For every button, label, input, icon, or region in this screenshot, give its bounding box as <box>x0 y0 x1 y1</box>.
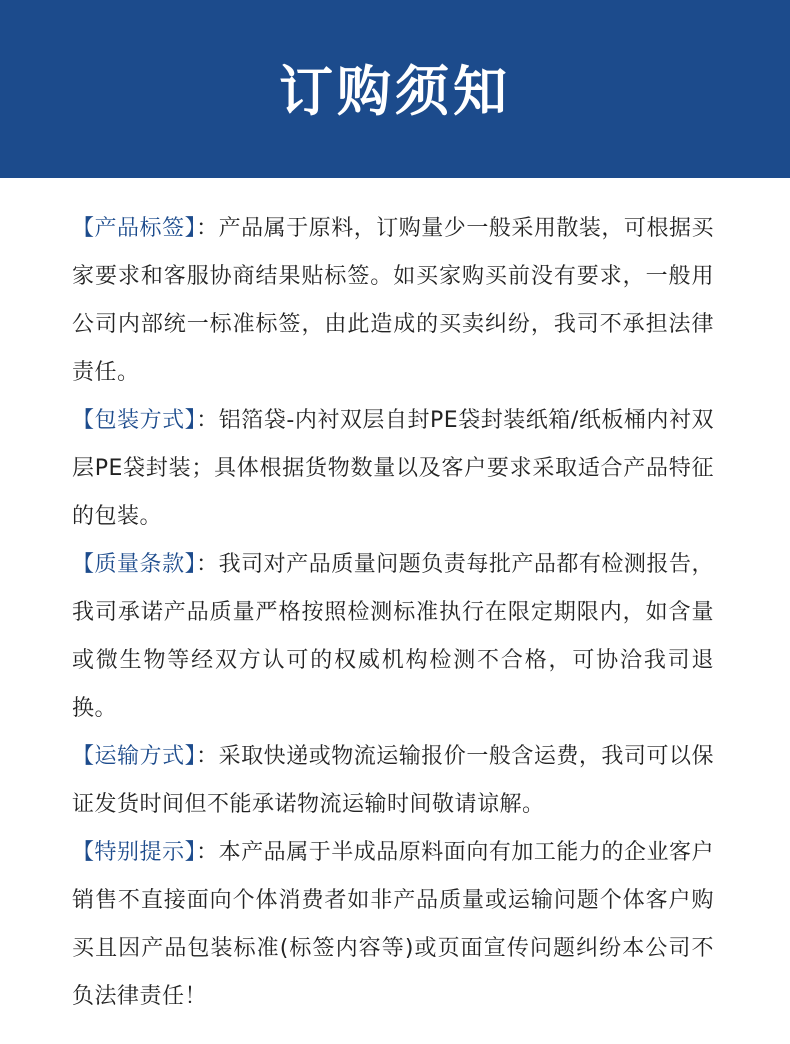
header-banner <box>0 0 790 178</box>
section-product-label <box>72 205 714 397</box>
section-label: 【运输方式】 <box>72 744 197 769</box>
section-special-notice <box>72 829 714 1021</box>
section-label: 【质量条款】 <box>72 552 197 577</box>
section-colon: ： <box>196 744 219 769</box>
section-text: 我司对产品质量问题负责每批产品都有检测报告，我司承诺产品质量严格按照检测标准执行在限定期限内，如含量或微生物等经双方认可的权威机构检测不合格，可协洽我司退换。 <box>72 552 714 721</box>
section-text: 铝箔袋-内衬双层自封PE袋封装纸箱/纸板桶内衬双层PE袋封装；具体根据货物数量以及客户要求采取适合产品特征的包装。 <box>72 408 714 529</box>
section-colon: ： <box>196 216 219 241</box>
section-colon: ： <box>196 840 219 865</box>
page-title: 订购须知 <box>279 59 511 123</box>
section-label: 【包装方式】 <box>72 408 197 433</box>
section-colon: ： <box>196 552 219 577</box>
section-packaging <box>72 397 714 541</box>
section-quality-terms <box>72 541 714 733</box>
section-label: 【产品标签】 <box>72 216 197 241</box>
notice-content <box>0 205 790 1021</box>
section-text: 本产品属于半成品原料面向有加工能力的企业客户销售不直接面向个体消费者如非产品质量或运输问题个体客户购买且因产品包装标准(标签内容等)或页面宣传问题纠纷本公司不负法律责任！ <box>72 840 714 1009</box>
section-text: 采取快递或物流运输报价一般含运费，我司可以保证发货时间但不能承诺物流运输时间敬请谅解。 <box>72 744 714 817</box>
section-label: 【特别提示】 <box>72 840 197 865</box>
section-text: 产品属于原料，订购量少一般采用散装，可根据买家要求和客服协商结果贴标签。如买家购买前没有要求，一般用公司内部统一标准标签，由此造成的买卖纠纷，我司不承担法律责任。 <box>72 216 714 385</box>
section-colon: ： <box>196 408 219 433</box>
section-shipping <box>72 733 714 829</box>
